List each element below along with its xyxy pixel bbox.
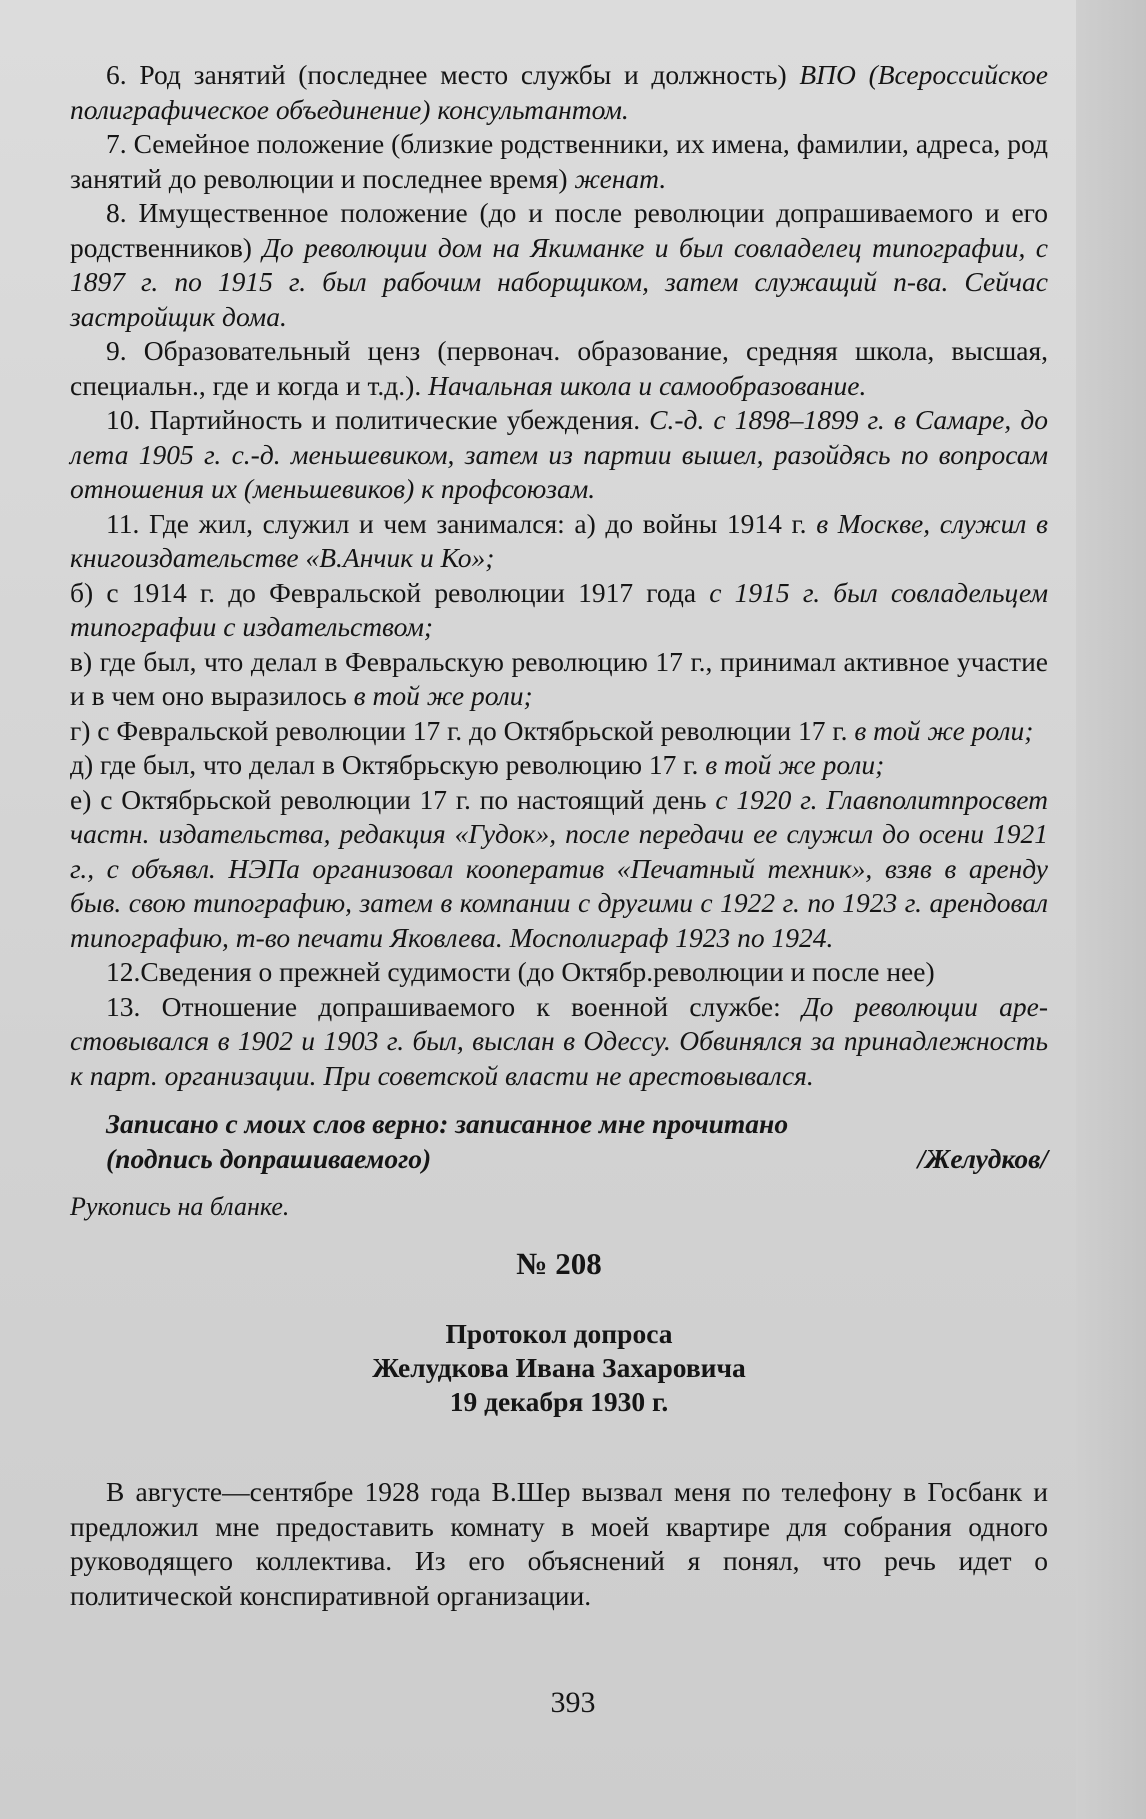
item-13: 13. Отношение допрашиваемого к военной службе: До революции арестовывался в 1902 и 1903 г. был, выслан в Одессу. Обвинялся за принадлежность к парт. организации. При советской власти не арестовывался. <box>70 990 1048 1091</box>
item-11v: в) где был, что делал в Февральскую революцию 17 г., принимал активное участие и в чем оно выразилось в той же роли; <box>70 645 1048 711</box>
item-11e: е) с Октябрьской революции 17 г. по настоящий день с 1920 г. Главполитпросвет частн. издательства, редакция «Гудок», после передачи ее служил до осени 1921 г., с объявл. НЭПа организовал кооператив «Печатный техник», взяв в аренду быв. свою типографию, затем в компании с другими с 1922 г. по 1923 г. арендовал типографию, т-во печати Яковлева. Мосполиграф 1923 по 1924. <box>70 783 1048 953</box>
signature-line <box>70 1142 1048 1177</box>
document-subject: Желудкова Ивана Захаровича <box>372 1352 746 1383</box>
document-number: № 208 <box>516 1245 602 1281</box>
item-6: 6. Род занятий (последнее место службы и должность) ВПО (Всероссийское полиграфическое объединение) консультантом. <box>70 59 1048 125</box>
item-8: 8. Имущественное положение (до и после революции допрашиваемого и его родственников) До революции дом на Якиманке и был совладелец типографии, с 1897 г. по 1915 г. был рабочим наборщиком, затем служащий п-ва. Сейчас застройщик дома. <box>70 197 1048 332</box>
page-number: 393 <box>550 1686 596 1719</box>
document-date: 19 декабря 1930 г. <box>449 1386 669 1417</box>
item-10: 10. Партийность и политические убеждения. С.-д. с 1898–1899 г. в Самаре, до лета 1905 г. с.-д. меньшевиком, затем из партии вышел, разойдясь по вопросам отношения их (меньшевиков) к профсоюзам. <box>70 404 1048 504</box>
signature-caption: (подпись допрашиваемого) <box>106 1142 432 1174</box>
signature-statement: Записано с моих слов верно: записанное мне прочитано <box>106 1108 789 1139</box>
item-11d: д) где был, что делал в Октябрьскую революцию 17 г. в той же роли; <box>70 749 885 780</box>
source-note: Рукопись на бланке. <box>70 1192 290 1221</box>
page-text <box>70 58 1048 1613</box>
item-12: 12.Сведения о прежней судимости (до Октябр.революции и после нее) <box>106 956 935 987</box>
body-paragraph: В августе—сентябре 1928 года В.Шер вызвал меня по телефону в Госбанк и предложил мне предоставить комнату в моей квартире для собрания одного руководящего коллектива. Из его объяснений я понял, что речь идет о политической конспиративной организации. <box>70 1476 1048 1611</box>
item-7: 7. Семейное положение (близкие родственники, их имена, фамилии, адреса, род занятий до революции и последнее время) женат. <box>70 128 1048 194</box>
item-11a: 11. Где жил, служил и чем занимался: а) до войны 1914 г. в Москве, служил в книгоиздательстве «В.Анчик и Ко»; <box>70 507 1048 573</box>
document-title: Протокол допроса <box>445 1318 673 1349</box>
signature-name: /Желудков/ <box>917 1142 1048 1174</box>
page-edge-shadow <box>1076 0 1146 1819</box>
document-heading <box>70 1317 1048 1419</box>
item-11g: г) с Февральской революции 17 г. до Октябрьской революции 17 г. в той же роли; <box>70 714 1034 746</box>
item-9: 9. Образовательный ценз (первонач. образование, средняя школа, высшая, специальн., где и когда и т.д.). Начальная школа и самообразование. <box>70 335 1048 401</box>
item-11b: б) с 1914 г. до Февральской революции 1917 года с 1915 г. был совладельцем типографии с издательством; <box>70 576 1048 642</box>
